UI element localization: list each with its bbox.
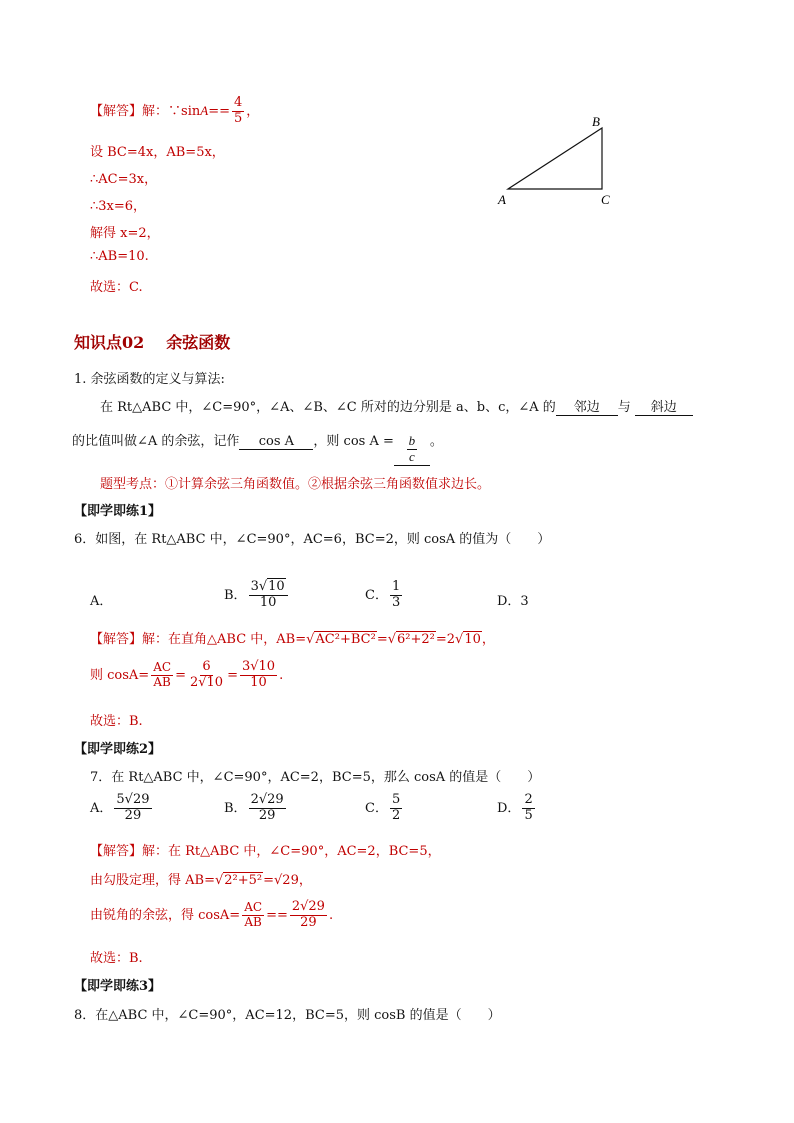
p1-answer-line-1: 【解答】解：在直角△ABC 中，AB=√AC²+BC²=√6²+2²=2√10， xyxy=(90,632,495,647)
p1-f1-den: AB xyxy=(153,674,171,689)
practice-3-tag: 【即学即练3】 xyxy=(74,979,162,994)
sin-var: A xyxy=(200,102,209,118)
definition-line-1 xyxy=(100,396,693,416)
p2-answer-line-2: 由勾股定理，得 AB=√2²+5²=√29， xyxy=(90,873,312,888)
p2-answer-frac2 xyxy=(290,900,327,931)
practice-1-tag: 【即学即练1】 xyxy=(74,504,162,519)
triangle-shape xyxy=(508,128,602,189)
fraction-b: b xyxy=(408,433,416,448)
p1-b-den: 10 xyxy=(259,594,277,610)
p2-option-c-label: C． xyxy=(365,800,388,816)
p1-answer-line-2: 则 cosA= $\frac{AC}{AB}$ = $\frac{6}{2√10}$ = $\frac{3√10}{10}$ . xyxy=(90,659,284,690)
answer-tag: 【解答】 xyxy=(90,103,143,119)
p2-option-a-fraction xyxy=(114,793,151,824)
p2-answer-frac1 xyxy=(242,901,264,930)
p1-answer-rad2: 6²+2² xyxy=(397,632,435,647)
p2-option-a-label: A． xyxy=(90,800,113,816)
p2-option-b-label: B． xyxy=(224,800,247,816)
triangle-label-c: C xyxy=(601,192,610,207)
answer-line-7: 故选：C. xyxy=(90,280,143,295)
practice-3-question: 8．在△ABC 中，∠C=90°，AC=12，BC=5，则 cosB 的值是（ ） xyxy=(74,1008,501,1023)
p2-option-d[interactable] xyxy=(497,793,537,824)
triangle-figure xyxy=(496,112,626,212)
p1-answer-rad3: 10 xyxy=(464,632,481,647)
section-subtitle: 余弦函数 xyxy=(166,333,231,352)
p1-f1-num: AC xyxy=(153,660,172,675)
section-title: 知识点02 xyxy=(74,333,145,352)
fraction-c: c xyxy=(409,448,415,464)
sin-fraction xyxy=(232,96,244,127)
p2-b-num: 2√29 xyxy=(250,792,284,807)
p1-c-num: 1 xyxy=(391,579,401,594)
p2-option-a[interactable] xyxy=(90,793,154,824)
p2-option-c-fraction xyxy=(390,793,402,824)
p1-option-b-label: B． xyxy=(224,587,247,603)
p2-a-num: 5√29 xyxy=(116,792,150,807)
p1-f3-den: 10 xyxy=(250,674,267,690)
answer-line-5: 解得 x=2， xyxy=(90,226,160,241)
p1-answer-line-3: 故选：B. xyxy=(90,714,143,729)
blank-cos-notation: cos A xyxy=(239,434,313,450)
practice-2-question: 7．在 Rt△ABC 中，∠C=90°，AC=2，BC=5，那么 cosA 的值是（ ） xyxy=(90,770,541,785)
p2-answer-line-1 xyxy=(90,840,441,859)
definition-heading: 1. 余弦函数的定义与算法: xyxy=(74,372,225,387)
p1-f2-den: 2√10 xyxy=(189,674,224,690)
p1-option-b[interactable] xyxy=(224,580,290,611)
p2-f2-num: 2√29 xyxy=(291,899,325,914)
p2-c-num: 5 xyxy=(391,792,401,807)
question-type-note: 题型考点：①计算余弦三角函数值。②根据余弦三角函数值求边长。 xyxy=(100,477,491,492)
p1-answer-cos-pre: 则 cosA= xyxy=(90,667,150,683)
blank-adjacent: 邻边 xyxy=(556,396,618,416)
p1-answer-frac2 xyxy=(188,660,225,691)
p1-b-rad: 10 xyxy=(268,579,285,594)
p1-answer-text: 解：在直角△ABC 中，AB= xyxy=(142,632,307,647)
triangle-label-a: A xyxy=(498,192,506,207)
sin-eq: == xyxy=(208,103,230,119)
definition-text-4: 。 xyxy=(429,434,443,449)
p2-f1-den: AB xyxy=(244,914,262,929)
p1-answer-frac3 xyxy=(240,660,277,691)
definition-text-3: ，则 cos A = xyxy=(313,434,394,449)
p1-answer-frac1 xyxy=(151,661,173,690)
p1-c-den: 3 xyxy=(391,594,401,610)
definition-text-2: 的比值叫做∠A 的余弦，记作 xyxy=(72,434,240,449)
definition-fraction xyxy=(407,434,418,465)
p1-option-c[interactable] xyxy=(365,580,404,611)
sin-den: 5 xyxy=(233,110,243,126)
definition-text-1: 在 Rt△ABC 中，∠C=90°，∠A、∠B、∠C 所对的边分别是 a、b、c，∠A 的 xyxy=(100,400,556,415)
sin-prefix: ∵sin xyxy=(168,103,201,119)
p2-f1-num: AC xyxy=(244,900,263,915)
p2-d-den: 5 xyxy=(524,807,533,823)
p2-option-b[interactable] xyxy=(224,793,288,824)
p2-answer-res: =√29， xyxy=(263,873,312,888)
p1-answer-rad1: AC²+BC² xyxy=(315,632,376,647)
sin-num: 4 xyxy=(233,95,243,110)
p1-b-coef: 3 xyxy=(250,579,259,594)
sin-tail: ， xyxy=(246,103,260,119)
p2-answer-ab-pre: 由勾股定理，得 AB= xyxy=(90,873,215,888)
p2-answer-line-3: 由锐角的余弦，得 cosA= $\frac{AC}{AB}$ == $\frac{2√29}{29}$ . xyxy=(90,899,334,930)
answer-line-1 xyxy=(90,96,259,127)
definition-yu: 与 xyxy=(617,400,631,415)
p2-b-den: 29 xyxy=(258,807,276,823)
p1-answer-tag: 【解答】 xyxy=(90,632,143,647)
p2-answer-rad: 2²+5² xyxy=(224,873,263,888)
p2-option-d-fraction xyxy=(522,793,534,824)
answer-line-3: ∴AC=3x， xyxy=(90,172,158,187)
p1-option-c-label: C． xyxy=(365,587,388,603)
p2-answer-tag: 【解答】 xyxy=(90,844,143,859)
definition-line-2 xyxy=(72,430,443,466)
p2-option-b-fraction xyxy=(249,793,286,824)
p2-f2-den: 29 xyxy=(300,914,317,930)
p2-c-den: 2 xyxy=(391,807,401,823)
practice-1-question: 6．如图，在 Rt△ABC 中，∠C=90°，AC=6，BC=2，则 cosA 的值为（ ） xyxy=(74,532,551,547)
p2-answer-line-4: 故选：B. xyxy=(90,951,143,966)
answer-line-2: 设 BC=4x，AB=5x， xyxy=(90,145,225,160)
p1-f3-num: 3√10 xyxy=(241,659,276,674)
answer-jie: 解： xyxy=(142,103,169,119)
practice-2-tag: 【即学即练2】 xyxy=(74,742,162,757)
p1-f2-num: 6 xyxy=(202,659,211,674)
section-heading xyxy=(74,330,230,353)
answer-line-6: ∴AB=10. xyxy=(90,249,149,264)
blank-hypotenuse: 斜边 xyxy=(635,396,693,416)
p1-option-d[interactable]: D．3 xyxy=(497,594,529,609)
p2-a-den: 29 xyxy=(124,807,142,823)
p1-option-c-fraction xyxy=(390,580,402,611)
p2-option-c[interactable] xyxy=(365,793,404,824)
p1-option-b-fraction: $\frac{3√10}{10}$ xyxy=(249,580,288,611)
triangle-label-b: B xyxy=(592,114,600,129)
p2-answer-text: 解：在 Rt△ABC 中，∠C=90°，AC=2，BC=5， xyxy=(142,844,441,859)
p1-option-a[interactable]: A． xyxy=(90,594,113,609)
p2-answer-cos-pre: 由锐角的余弦，得 cosA= xyxy=(90,907,241,923)
p2-d-num: 2 xyxy=(524,792,533,807)
p1-answer-res: =2 xyxy=(435,632,456,647)
answer-line-4: ∴3x=6， xyxy=(90,199,147,214)
p2-option-d-label: D． xyxy=(497,800,521,816)
